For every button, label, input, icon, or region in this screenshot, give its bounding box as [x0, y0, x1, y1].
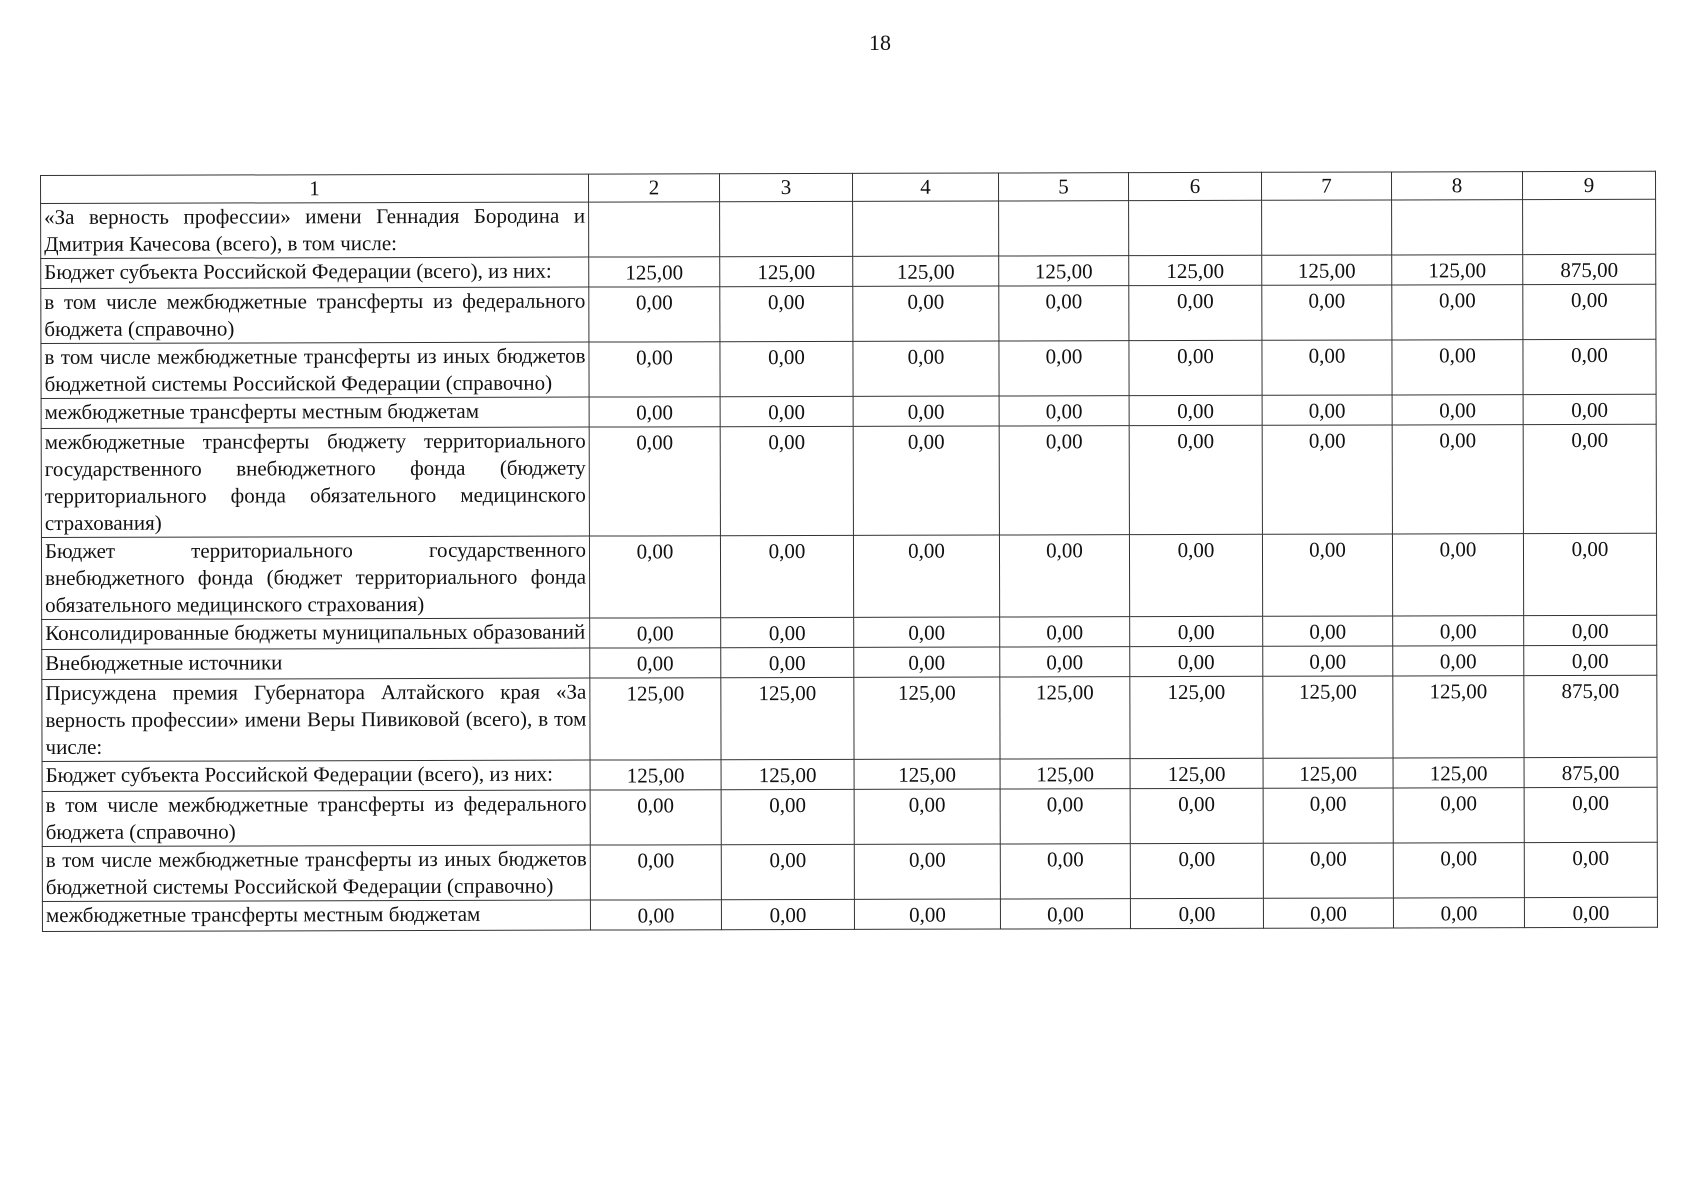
- cell-value: 0,00: [854, 617, 1000, 647]
- cell-value: 0,00: [1392, 534, 1523, 616]
- cell-value: 125,00: [1263, 676, 1393, 758]
- cell-value: 125,00: [1393, 676, 1524, 758]
- row-label: Присуждена премия Губернатора Алтайского края «За верность профессии» имени Веры Пивиковой (всего), в том числе:: [42, 678, 590, 761]
- cell-value: 125,00: [1000, 759, 1130, 789]
- cell-value: 0,00: [1524, 615, 1657, 645]
- table-row: [42, 615, 1657, 649]
- cell-value: 875,00: [1524, 757, 1657, 787]
- cell-value: 0,00: [853, 535, 999, 617]
- cell-value: [1523, 199, 1656, 254]
- row-label: Консолидированные бюджеты муниципальных образований: [42, 618, 590, 649]
- cell-value: 0,00: [590, 618, 721, 648]
- cell-value: 0,00: [1262, 395, 1392, 425]
- cell-value: 125,00: [1392, 255, 1523, 285]
- cell-value: 0,00: [1393, 646, 1524, 676]
- table-row: [41, 424, 1656, 537]
- column-header: 2: [588, 174, 719, 202]
- cell-value: 0,00: [854, 789, 1000, 844]
- cell-value: 0,00: [853, 341, 999, 396]
- table-row: [41, 533, 1656, 619]
- cell-value: [853, 201, 999, 256]
- cell-value: 125,00: [1262, 255, 1392, 285]
- cell-value: 0,00: [589, 427, 720, 536]
- cell-value: 0,00: [589, 287, 720, 342]
- table-body: [41, 199, 1658, 931]
- cell-value: 875,00: [1524, 675, 1657, 757]
- cell-value: 0,00: [590, 900, 721, 930]
- cell-value: 0,00: [1524, 842, 1657, 897]
- cell-value: 0,00: [720, 286, 853, 341]
- cell-value: 0,00: [1263, 616, 1393, 646]
- cell-value: 0,00: [1129, 425, 1262, 534]
- cell-value: 0,00: [1262, 534, 1392, 616]
- row-label: Бюджет субъекта Российской Федерации (всего), из них:: [42, 760, 590, 791]
- cell-value: 0,00: [1000, 647, 1130, 677]
- page-number: 18: [869, 30, 891, 55]
- table-row: [42, 645, 1657, 679]
- row-label: межбюджетные трансферты местным бюджетам: [42, 900, 590, 931]
- cell-value: 0,00: [999, 286, 1129, 341]
- cell-value: 0,00: [1524, 645, 1657, 675]
- table-header: [41, 171, 1656, 203]
- cell-value: 0,00: [1000, 899, 1130, 929]
- cell-value: 0,00: [1392, 340, 1523, 395]
- cell-value: 125,00: [1130, 676, 1263, 758]
- header-row: [41, 171, 1656, 203]
- cell-value: 0,00: [1130, 616, 1263, 646]
- cell-value: 0,00: [853, 396, 999, 426]
- cell-value: 0,00: [589, 536, 720, 618]
- cell-value: 0,00: [721, 899, 854, 929]
- row-label: в том числе межбюджетные трансферты из федерального бюджета (справочно): [41, 287, 589, 343]
- cell-value: 0,00: [1393, 616, 1524, 646]
- cell-value: 0,00: [1130, 646, 1263, 676]
- cell-value: 0,00: [1523, 339, 1656, 394]
- cell-value: 125,00: [721, 759, 854, 789]
- row-label: в том числе межбюджетные трансферты из федерального бюджета (справочно): [42, 790, 590, 846]
- cell-value: 0,00: [1263, 646, 1393, 676]
- cell-value: 0,00: [720, 426, 853, 535]
- cell-value: 0,00: [1262, 285, 1392, 340]
- cell-value: 125,00: [853, 256, 999, 286]
- cell-value: 125,00: [1263, 758, 1393, 788]
- cell-value: 0,00: [999, 396, 1129, 426]
- row-label: в том числе межбюджетные трансферты из иных бюджетов бюджетной системы Российской Федерации (справочно): [42, 845, 590, 901]
- cell-value: 125,00: [721, 677, 854, 759]
- cell-value: 0,00: [1129, 534, 1262, 616]
- cell-value: [1129, 200, 1262, 255]
- cell-value: 0,00: [999, 341, 1129, 396]
- row-label: в том числе межбюджетные трансферты из иных бюджетов бюджетной системы Российской Федерации (справочно): [41, 342, 589, 398]
- column-header: 8: [1391, 172, 1522, 200]
- cell-value: 125,00: [1130, 758, 1263, 788]
- cell-value: 0,00: [1523, 533, 1656, 615]
- column-header: 7: [1261, 172, 1391, 200]
- cell-value: 0,00: [1000, 844, 1130, 899]
- cell-value: 0,00: [1130, 843, 1263, 898]
- cell-value: [589, 202, 720, 257]
- cell-value: 0,00: [1129, 285, 1262, 340]
- table-row: [42, 675, 1657, 761]
- cell-value: 0,00: [1392, 285, 1523, 340]
- cell-value: 125,00: [589, 257, 720, 287]
- cell-value: 125,00: [999, 256, 1129, 286]
- cell-value: 0,00: [1393, 898, 1524, 928]
- cell-value: 0,00: [1130, 788, 1263, 843]
- cell-value: 125,00: [854, 759, 1000, 789]
- cell-value: 0,00: [1000, 617, 1130, 647]
- cell-value: 0,00: [1263, 843, 1393, 898]
- cell-value: 125,00: [1129, 255, 1262, 285]
- row-label: Бюджет территориального государственного внебюджетного фонда (бюджет территориального фонда обязательного медицинского страхования): [41, 536, 589, 619]
- cell-value: 0,00: [853, 286, 999, 341]
- cell-value: [1262, 200, 1392, 255]
- table-row: [42, 787, 1657, 846]
- table-row: [42, 757, 1657, 791]
- cell-value: 0,00: [1263, 898, 1393, 928]
- cell-value: 0,00: [1393, 788, 1524, 843]
- cell-value: 0,00: [589, 342, 720, 397]
- cell-value: 0,00: [1130, 898, 1263, 928]
- row-label: Внебюджетные источники: [42, 648, 590, 679]
- cell-value: 0,00: [590, 845, 721, 900]
- row-label: «За верность профессии» имени Геннадия Бородина и Дмитрия Качесова (всего), в том числе:: [41, 202, 589, 258]
- cell-value: 0,00: [1000, 789, 1130, 844]
- cell-value: 0,00: [721, 647, 854, 677]
- cell-value: 0,00: [721, 617, 854, 647]
- cell-value: 125,00: [590, 678, 721, 760]
- cell-value: 875,00: [1523, 254, 1656, 284]
- budget-table: [40, 171, 1658, 932]
- column-header: 1: [41, 174, 589, 203]
- cell-value: 0,00: [721, 844, 854, 899]
- cell-value: 125,00: [854, 677, 1000, 759]
- column-header: 9: [1522, 171, 1655, 199]
- cell-value: 0,00: [999, 426, 1129, 535]
- cell-value: 0,00: [1129, 395, 1262, 425]
- cell-value: 125,00: [720, 256, 853, 286]
- cell-value: [999, 201, 1129, 256]
- column-header: 3: [719, 173, 852, 201]
- cell-value: 0,00: [590, 790, 721, 845]
- cell-value: 125,00: [1393, 758, 1524, 788]
- cell-value: 0,00: [721, 789, 854, 844]
- table-row: [41, 284, 1656, 343]
- cell-value: 0,00: [720, 341, 853, 396]
- column-header: 6: [1128, 172, 1261, 200]
- cell-value: 125,00: [1000, 677, 1130, 759]
- cell-value: 0,00: [1523, 284, 1656, 339]
- cell-value: 0,00: [1524, 897, 1657, 927]
- cell-value: 0,00: [854, 899, 1000, 929]
- cell-value: [1392, 200, 1523, 255]
- table-row: [41, 394, 1656, 428]
- cell-value: 0,00: [1262, 340, 1392, 395]
- cell-value: 0,00: [854, 647, 1000, 677]
- cell-value: 0,00: [1263, 788, 1393, 843]
- row-label: межбюджетные трансферты бюджету территориального государственного внебюджетного фонда (бюджету территориального фонда обязательного медицинского страхования): [41, 427, 589, 537]
- table-row: [41, 254, 1656, 288]
- cell-value: 125,00: [590, 760, 721, 790]
- cell-value: 0,00: [999, 535, 1129, 617]
- column-header: 5: [998, 173, 1128, 201]
- cell-value: 0,00: [854, 844, 1000, 899]
- cell-value: [720, 201, 853, 256]
- cell-value: 0,00: [853, 426, 999, 535]
- row-label: Бюджет субъекта Российской Федерации (всего), из них:: [41, 257, 589, 288]
- cell-value: 0,00: [1262, 425, 1392, 534]
- row-label: межбюджетные трансферты местным бюджетам: [41, 397, 589, 428]
- cell-value: 0,00: [590, 648, 721, 678]
- cell-value: 0,00: [1523, 394, 1656, 424]
- cell-value: 0,00: [1392, 425, 1523, 534]
- cell-value: 0,00: [1393, 843, 1524, 898]
- cell-value: 0,00: [1523, 424, 1656, 533]
- cell-value: 0,00: [720, 396, 853, 426]
- table-row: [41, 339, 1656, 398]
- cell-value: 0,00: [589, 397, 720, 427]
- table-row: [41, 199, 1656, 258]
- table-row: [42, 897, 1657, 931]
- column-header: 4: [852, 173, 998, 201]
- cell-value: 0,00: [1524, 787, 1657, 842]
- table-row: [42, 842, 1657, 901]
- cell-value: 0,00: [720, 535, 853, 617]
- cell-value: 0,00: [1129, 340, 1262, 395]
- cell-value: 0,00: [1392, 395, 1523, 425]
